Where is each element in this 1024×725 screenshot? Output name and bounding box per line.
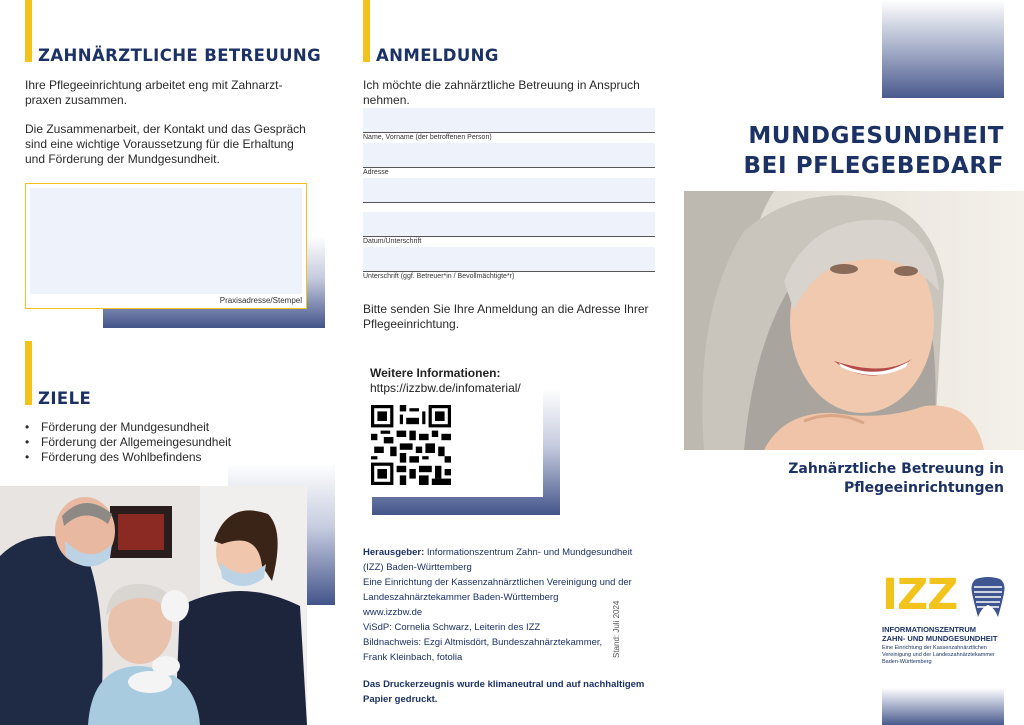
logo-subline: Vereinigung und der Landeszahnärztekammer: [882, 652, 995, 658]
logo-subline: Baden-Württemberg: [882, 659, 932, 665]
accent-bar: [25, 0, 32, 62]
dental-treatment-photo: [0, 486, 307, 725]
logo-line: INFORMATIONSZENTRUM: [882, 625, 977, 634]
logo-wordmark: IZZ: [882, 570, 958, 620]
send-instruction: Bitte senden Sie Ihre Anmeldung an die Adresse Ihrer Pflegeeinrichtung.: [363, 302, 649, 331]
qr-code[interactable]: [371, 405, 451, 485]
section-heading: ZAHNÄRZTLICHE BETREUUNG: [38, 46, 322, 65]
name-field[interactable]: [363, 108, 655, 133]
intro-text: Ihre Pflegeeinrichtung arbeitet eng mit Zahnarzt- praxen zusammen.: [25, 78, 283, 107]
field-label: Name, Vorname (der betroffenen Person): [363, 134, 492, 141]
info-url[interactable]: https://izzbw.de/infomaterial/: [370, 381, 521, 395]
tooth-icon: [970, 577, 1006, 619]
accent-bar: [363, 0, 370, 62]
imprint: Herausgeber: Informationszentrum Zahn- und Mundgesundheit (IZZ) Baden-Württemberg Eine Einrichtung der Kassenzahnärztlichen Vereinigung und der Landeszahnärztekammer Baden-Württemberg www.izzbw.de ViSdP: Cornelia Schwarz, Leiterin des IZZ Bildnachweis: Ezgi Altmisdört, Bundeszahnärztekammer, Frank Kleinbach, fotolia: [363, 545, 663, 665]
stand-date: Stand: Juli 2024: [612, 600, 621, 658]
field-label: Datum/Unterschrift: [363, 238, 422, 245]
stamp-label: Praxisadresse/Stempel: [219, 296, 302, 305]
website-link[interactable]: www.izzbw.de: [363, 607, 423, 618]
list-item: • Förderung der Mundgesundheit: [25, 420, 210, 434]
decorative-gradient-block: [882, 0, 1004, 98]
publisher-label: Herausgeber:: [363, 547, 425, 558]
list-item: • Förderung des Wohlbefindens: [25, 450, 202, 464]
info-title: Weitere Informationen:: [370, 366, 501, 380]
brochure-subtitle: Zahnärztliche Betreuung in Pflegeeinrichtungen: [788, 461, 1004, 496]
section-heading: ZIELE: [38, 389, 92, 408]
signature-field[interactable]: [363, 247, 655, 272]
address-field-extra[interactable]: [363, 212, 655, 237]
senior-woman-photo: [684, 191, 1024, 450]
logo-subline: Eine Einrichtung der Kassenzahnärztlichen: [882, 645, 987, 651]
registration-intro: Ich möchte die zahnärztliche Betreuung in Anspruch nehmen.: [363, 78, 640, 107]
stamp-area: [30, 188, 302, 294]
name-field-extra[interactable]: [363, 143, 655, 168]
field-label: Adresse: [363, 169, 389, 176]
cooperation-text: Die Zusammenarbeit, der Kontakt und das Gespräch sind eine wichtige Voraussetzung für die Erhaltung und Förderung der Mundgesundheit.: [25, 122, 306, 166]
list-item: • Förderung der Allgemeingesundheit: [25, 435, 232, 449]
brochure-title: MUNDGESUNDHEIT BEI PFLEGEBEDARF: [743, 123, 1004, 179]
section-heading: ANMELDUNG: [376, 46, 499, 65]
info-box: [363, 360, 543, 497]
field-label: Unterschrift (ggf. Betreuer*in / Bevollmächtigte*r): [363, 273, 515, 280]
print-note: Das Druckerzeugnis wurde klimaneutral und auf nachhaltigem Papier gedruckt.: [363, 679, 645, 705]
goals-list: [25, 420, 231, 465]
stamp-box: [25, 183, 307, 309]
accent-bar: [25, 341, 32, 405]
logo-line: ZAHN- UND MUNDGESUNDHEIT: [882, 634, 998, 643]
address-field[interactable]: [363, 178, 655, 203]
decorative-gradient-block: [882, 688, 1004, 725]
